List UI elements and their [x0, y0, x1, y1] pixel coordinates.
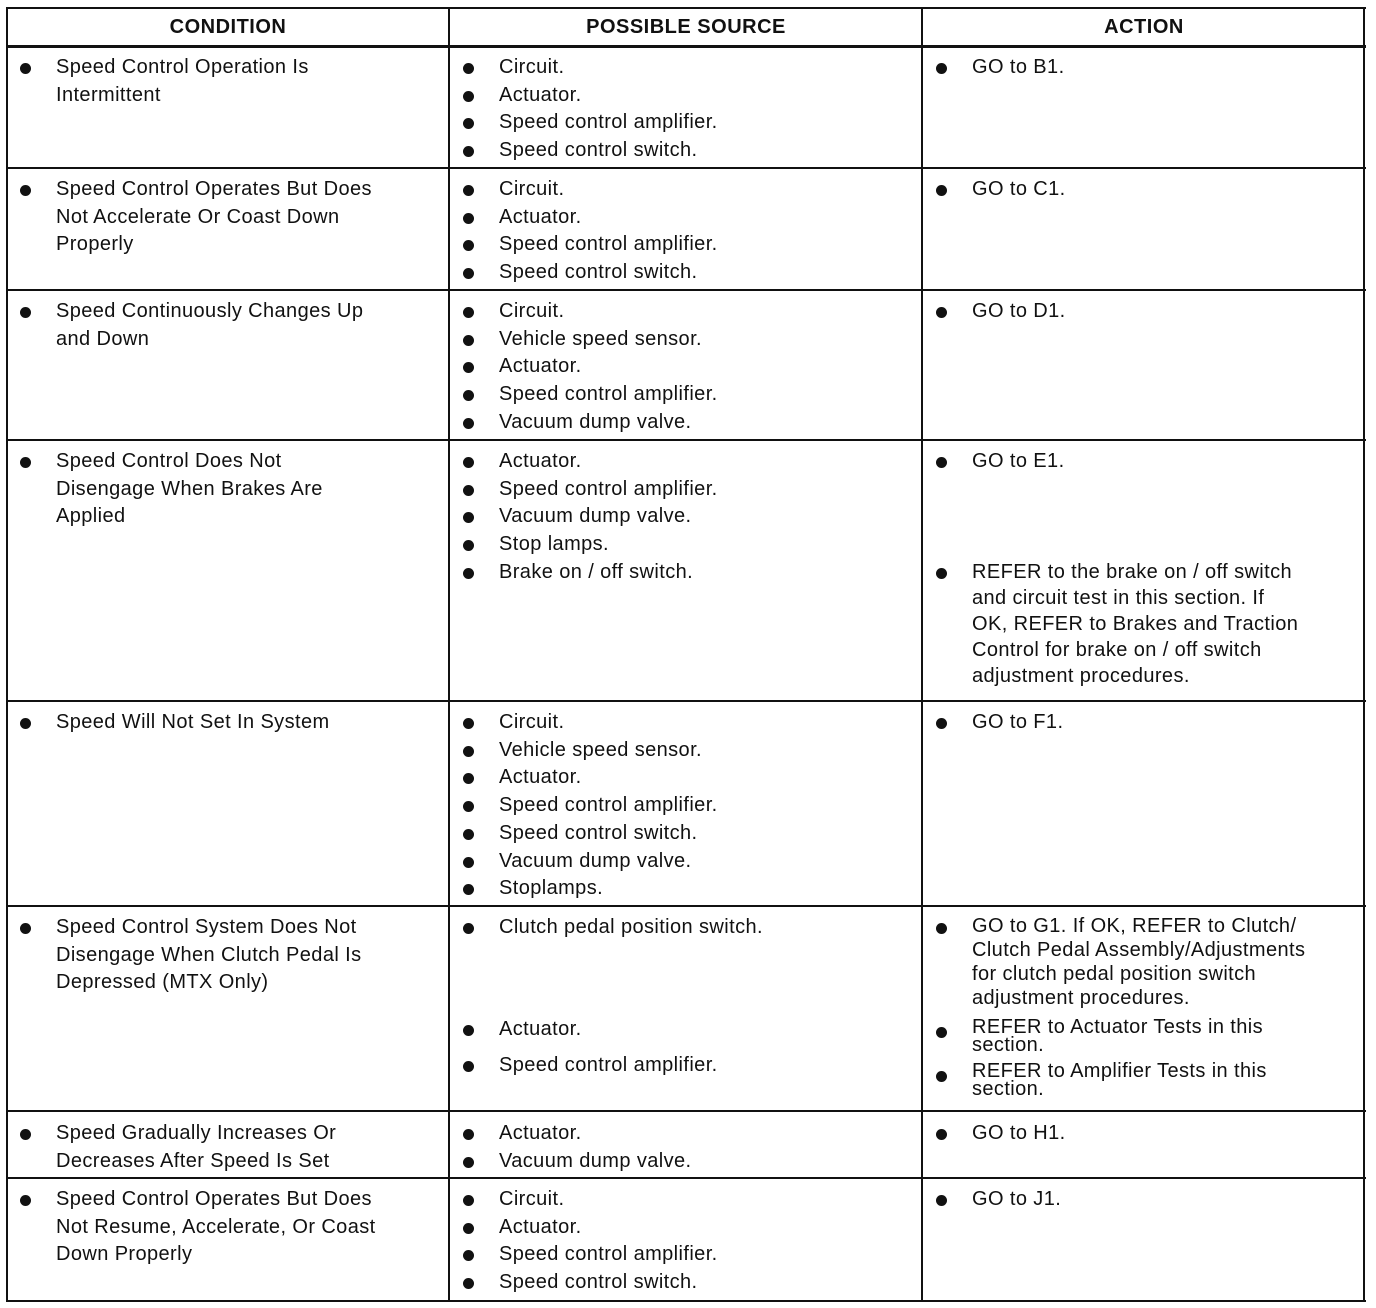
- action-cell: [924, 176, 1364, 204]
- condition-item: Speed Control Operates But Does Not Accelerate Or Coast Down Properly: [8, 176, 448, 259]
- condition-cell: [8, 709, 448, 737]
- action-item: GO to F1.: [924, 709, 1364, 737]
- source-item: Vacuum dump valve.: [451, 1148, 921, 1176]
- condition-cell: [8, 448, 448, 531]
- bullet-icon: [20, 63, 31, 74]
- source-cell: [451, 1186, 921, 1297]
- bullet-icon: [463, 718, 474, 729]
- source-item: Vacuum dump valve.: [451, 409, 921, 437]
- table-border-bottom: [6, 1300, 1366, 1302]
- source-item: Speed control amplifier.: [451, 1241, 921, 1269]
- bullet-icon: [20, 923, 31, 934]
- row-divider: [6, 905, 1366, 907]
- source-item: Stoplamps.: [451, 875, 921, 903]
- source-item: Brake on / off switch.: [451, 559, 921, 587]
- source-item: Actuator.: [451, 1016, 921, 1044]
- bullet-icon: [463, 335, 474, 346]
- action-cell: [924, 1120, 1364, 1148]
- condition-cell: [8, 1120, 448, 1175]
- action-cell: [924, 914, 1364, 1098]
- bullet-icon: [936, 63, 947, 74]
- bullet-icon: [20, 185, 31, 196]
- source-item: Clutch pedal position switch.: [451, 914, 921, 942]
- bullet-icon: [463, 1157, 474, 1168]
- action-item: REFER to Actuator Tests in this section.: [924, 1018, 1364, 1054]
- source-item: Actuator.: [451, 1214, 921, 1242]
- bullet-icon: [20, 1195, 31, 1206]
- condition-item: Speed Control Operates But Does Not Resume, Accelerate, Or Coast Down Properly: [8, 1186, 448, 1269]
- source-cell: [451, 1120, 921, 1175]
- source-item: Speed control switch.: [451, 137, 921, 165]
- source-item: Vehicle speed sensor.: [451, 326, 921, 354]
- bullet-icon: [463, 923, 474, 934]
- source-cell: [451, 709, 921, 903]
- source-item: Speed control amplifier.: [451, 1052, 921, 1080]
- column-divider-2: [921, 8, 923, 1301]
- bullet-icon: [463, 457, 474, 468]
- action-cell: [924, 54, 1364, 82]
- bullet-icon: [463, 568, 474, 579]
- source-item: Vehicle speed sensor.: [451, 737, 921, 765]
- row-divider: [6, 167, 1366, 169]
- action-cell: [924, 298, 1364, 326]
- source-item: Speed control switch.: [451, 1269, 921, 1297]
- condition-cell: [8, 1186, 448, 1269]
- source-item: Actuator.: [451, 764, 921, 792]
- bullet-icon: [463, 829, 474, 840]
- condition-item: Speed Will Not Set In System: [8, 709, 448, 737]
- action-cell: [924, 1186, 1364, 1214]
- row-divider: [6, 700, 1366, 702]
- bullet-icon: [936, 923, 947, 934]
- bullet-icon: [20, 307, 31, 318]
- source-item: Circuit.: [451, 54, 921, 82]
- condition-item: Speed Gradually Increases Or Decreases After Speed Is Set: [8, 1120, 448, 1175]
- row-divider: [6, 1110, 1366, 1112]
- action-item: GO to D1.: [924, 298, 1364, 326]
- source-item: Actuator.: [451, 82, 921, 110]
- source-item: Actuator.: [451, 1120, 921, 1148]
- action-cell: [924, 709, 1364, 737]
- condition-item: Speed Control Operation Is Intermittent: [8, 54, 448, 109]
- bullet-icon: [463, 746, 474, 757]
- row-divider: [6, 289, 1366, 291]
- source-item: Actuator.: [451, 448, 921, 476]
- source-item: Vacuum dump valve.: [451, 503, 921, 531]
- condition-cell: [8, 176, 448, 259]
- bullet-icon: [20, 457, 31, 468]
- bullet-icon: [936, 307, 947, 318]
- source-cell: [451, 54, 921, 165]
- action-item: REFER to the brake on / off switch and circuit test in this section. If OK, REFER to Brakes and Traction Control for brake on / off switch adjustment procedures.: [924, 559, 1364, 689]
- source-item: Circuit.: [451, 709, 921, 737]
- bullet-icon: [936, 457, 947, 468]
- action-item: GO to E1.: [924, 448, 1364, 476]
- bullet-icon: [20, 718, 31, 729]
- bullet-icon: [463, 63, 474, 74]
- condition-cell: [8, 914, 448, 997]
- bullet-icon: [463, 1025, 474, 1036]
- header-possible-source: POSSIBLE SOURCE: [586, 16, 786, 38]
- condition-item: Speed Continuously Changes Up and Down: [8, 298, 448, 353]
- source-item: Vacuum dump valve.: [451, 848, 921, 876]
- action-item: GO to J1.: [924, 1186, 1364, 1214]
- header-action: ACTION: [1104, 16, 1184, 38]
- source-item: Actuator.: [451, 353, 921, 381]
- source-item: Speed control amplifier.: [451, 792, 921, 820]
- action-item: GO to C1.: [924, 176, 1364, 204]
- action-item: REFER to Amplifier Tests in this section.: [924, 1062, 1364, 1098]
- bullet-icon: [463, 1129, 474, 1140]
- bullet-icon: [463, 213, 474, 224]
- source-cell: [451, 176, 921, 287]
- action-cell: [924, 448, 1364, 689]
- condition-item: Speed Control System Does Not Disengage When Clutch Pedal Is Depressed (MTX Only): [8, 914, 448, 997]
- source-cell: [451, 448, 921, 587]
- bullet-icon: [463, 91, 474, 102]
- action-item: GO to B1.: [924, 54, 1364, 82]
- condition-cell: [8, 298, 448, 353]
- source-item: Stop lamps.: [451, 531, 921, 559]
- source-item: Speed control amplifier.: [451, 476, 921, 504]
- bullet-icon: [936, 1195, 947, 1206]
- bullet-icon: [936, 718, 947, 729]
- source-item: Speed control amplifier.: [451, 231, 921, 259]
- bullet-icon: [936, 1129, 947, 1140]
- action-item: GO to H1.: [924, 1120, 1364, 1148]
- bullet-icon: [463, 485, 474, 496]
- source-cell: [451, 914, 921, 1080]
- bullet-icon: [20, 1129, 31, 1140]
- source-item: Speed control amplifier.: [451, 109, 921, 137]
- row-divider: [6, 1177, 1366, 1179]
- bullet-icon: [936, 568, 947, 579]
- bullet-icon: [936, 1027, 947, 1038]
- source-item: Speed control switch.: [451, 820, 921, 848]
- source-item: Speed control switch.: [451, 259, 921, 287]
- bullet-icon: [463, 185, 474, 196]
- source-item: Circuit.: [451, 298, 921, 326]
- action-item: GO to G1. If OK, REFER to Clutch/ Clutch Pedal Assembly/Adjustments for clutch pedal position switch adjustment procedures.: [924, 914, 1364, 1010]
- source-item: Speed control amplifier.: [451, 381, 921, 409]
- source-item: Circuit.: [451, 176, 921, 204]
- row-divider: [6, 439, 1366, 441]
- column-divider-1: [448, 8, 450, 1301]
- bullet-icon: [463, 1223, 474, 1234]
- source-cell: [451, 298, 921, 437]
- bullet-icon: [463, 1195, 474, 1206]
- condition-item: Speed Control Does Not Disengage When Brakes Are Applied: [8, 448, 448, 531]
- bullet-icon: [936, 185, 947, 196]
- bullet-icon: [936, 1071, 947, 1082]
- source-item: Actuator.: [451, 204, 921, 232]
- bullet-icon: [463, 418, 474, 429]
- condition-cell: [8, 54, 448, 109]
- bullet-icon: [463, 307, 474, 318]
- bullet-icon: [463, 857, 474, 868]
- header-condition: CONDITION: [169, 16, 287, 38]
- source-item: Circuit.: [451, 1186, 921, 1214]
